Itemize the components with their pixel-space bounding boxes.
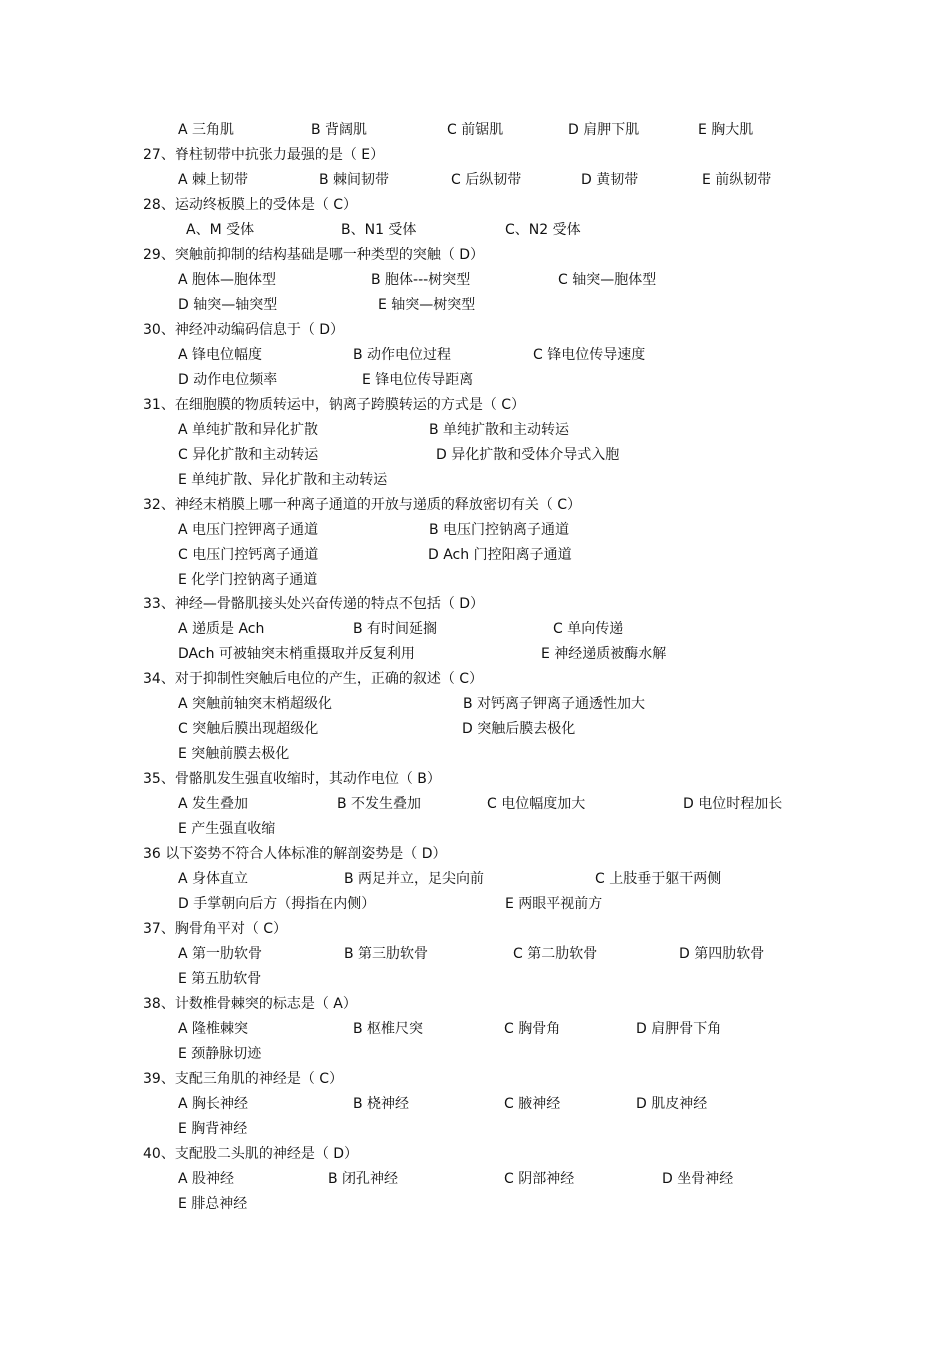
option-text: D 黄韧带 xyxy=(581,171,639,188)
option-text: A 第一肋软骨 xyxy=(178,946,263,962)
question-text: 31、在细胞膜的物质转运中，钠离子跨膜转运的方式是（ C） xyxy=(143,396,526,413)
question-text: 40、支配股二头肌的神经是（ D） xyxy=(143,1145,359,1162)
question-line xyxy=(0,395,950,419)
option-text: D 肌皮神经 xyxy=(636,1095,708,1112)
question-text: 36 以下姿势不符合人体标准的解剖姿势是（ D） xyxy=(143,846,447,863)
question-text: 39、支配三角肌的神经是（ C） xyxy=(143,1070,344,1087)
options-line xyxy=(0,644,950,668)
option-text: B、N1 受体 xyxy=(341,221,417,238)
options-line xyxy=(0,944,950,968)
option-text: A 单纯扩散和异化扩散 xyxy=(178,421,319,438)
options-line xyxy=(0,295,950,319)
question-text: 34、对于抑制性突触后电位的产生，正确的叙述（ C） xyxy=(143,671,484,688)
option-text: B 枢椎尺突 xyxy=(353,1020,424,1037)
option-text: C 前锯肌 xyxy=(447,122,504,138)
question-text: 38、计数椎骨棘突的标志是（ A） xyxy=(143,995,357,1012)
options-line xyxy=(0,619,950,643)
option-text: B 对钙离子钾离子通透性加大 xyxy=(463,696,646,713)
option-text: B 单纯扩散和主动转运 xyxy=(429,421,570,438)
option-text: D 动作电位频率 xyxy=(178,371,278,388)
question-text: 27、脊柱韧带中抗张力最强的是（ E） xyxy=(143,147,385,163)
option-text: E 产生强直收缩 xyxy=(178,821,276,838)
option-text: E 轴突—树突型 xyxy=(378,296,476,313)
question-line xyxy=(0,1069,950,1093)
option-text: C 电位幅度加大 xyxy=(487,796,586,813)
option-text: E 单纯扩散、异化扩散和主动转运 xyxy=(178,471,388,488)
option-text: D 第四肋软骨 xyxy=(679,946,765,962)
options-line xyxy=(0,370,950,394)
option-text: C 胸骨角 xyxy=(504,1020,561,1037)
option-text: D 肩胛下肌 xyxy=(568,122,640,138)
options-line xyxy=(0,1019,950,1043)
options-line xyxy=(0,1194,950,1218)
option-text: A 突触前轴突末梢超级化 xyxy=(178,696,333,713)
question-line xyxy=(0,669,950,693)
question-line xyxy=(0,769,950,793)
question-text: 28、运动终板膜上的受体是（ C） xyxy=(143,196,358,213)
option-text: E 胸背神经 xyxy=(178,1120,248,1137)
option-text: A 电压门控钾离子通道 xyxy=(178,521,319,538)
option-text: B 棘间韧带 xyxy=(319,171,390,188)
option-text: C 单向传递 xyxy=(553,621,624,638)
option-text: E 腓总神经 xyxy=(178,1195,248,1212)
option-text: D 异化扩散和受体介导式入胞 xyxy=(436,446,620,463)
option-text: C 轴突—胞体型 xyxy=(558,271,657,288)
options-line xyxy=(0,170,950,194)
option-text: A 胸长神经 xyxy=(178,1095,249,1112)
option-text: B 动作电位过程 xyxy=(353,346,452,363)
option-text: B 有时间延搁 xyxy=(353,621,438,638)
option-text: DAch 可被轴突末梢重摄取并反复利用 xyxy=(178,646,415,663)
question-line xyxy=(0,195,950,219)
option-text: E 神经递质被酶水解 xyxy=(541,646,667,663)
options-line xyxy=(0,570,950,594)
option-text: D 电位时程加长 xyxy=(683,796,783,813)
option-text: B 电压门控钠离子通道 xyxy=(429,521,570,538)
question-line xyxy=(0,495,950,519)
options-line xyxy=(0,794,950,818)
options-line xyxy=(0,445,950,469)
question-line xyxy=(0,919,950,943)
option-text: C 突触后膜出现超级化 xyxy=(178,721,319,738)
option-text: B 背阔肌 xyxy=(311,122,368,138)
question-text: 35、骨骼肌发生强直收缩时，其动作电位（ B） xyxy=(143,771,441,788)
option-text: C 第二肋软骨 xyxy=(513,946,598,962)
option-text: A 锋电位幅度 xyxy=(178,346,263,363)
option-text: C 后纵韧带 xyxy=(451,171,522,188)
option-text: B 胞体---树突型 xyxy=(371,271,471,288)
question-line xyxy=(0,844,950,868)
option-text: B 桡神经 xyxy=(353,1095,410,1112)
question-line xyxy=(0,245,950,269)
option-text: B 闭孔神经 xyxy=(328,1170,399,1187)
option-text: A 股神经 xyxy=(178,1170,235,1187)
option-text: B 两足并立，足尖向前 xyxy=(344,871,485,888)
options-line xyxy=(0,545,950,569)
option-text: C 上肢垂于躯干两侧 xyxy=(595,871,722,888)
option-text: B 不发生叠加 xyxy=(337,796,422,813)
options-line xyxy=(0,719,950,743)
options-line xyxy=(0,270,950,294)
option-text: E 两眼平视前方 xyxy=(505,896,603,913)
question-text: 33、神经—骨骼肌接头处兴奋传递的特点不包括（ D） xyxy=(143,596,485,613)
option-text: D 轴突—轴突型 xyxy=(178,296,278,313)
options-line xyxy=(0,819,950,843)
options-line xyxy=(0,220,950,244)
options-line xyxy=(0,120,950,144)
question-text: 37、胸骨角平对（ C） xyxy=(143,921,288,937)
option-text: A、M 受体 xyxy=(186,221,255,238)
option-text: A 身体直立 xyxy=(178,871,249,888)
options-line xyxy=(0,345,950,369)
options-line xyxy=(0,894,950,918)
option-text: E 第五肋软骨 xyxy=(178,971,262,987)
options-line xyxy=(0,1119,950,1143)
question-line xyxy=(0,594,950,618)
question-line xyxy=(0,320,950,344)
option-text: A 三角肌 xyxy=(178,122,235,138)
option-text: D 突触后膜去极化 xyxy=(462,721,576,738)
option-text: E 锋电位传导距离 xyxy=(362,371,474,388)
question-line xyxy=(0,1144,950,1168)
option-text: E 化学门控钠离子通道 xyxy=(178,571,318,588)
option-text: D 手掌朝向后方（拇指在内侧） xyxy=(178,896,376,913)
option-text: A 隆椎棘突 xyxy=(178,1020,249,1037)
options-line xyxy=(0,969,950,993)
option-text: D 肩胛骨下角 xyxy=(636,1020,722,1037)
option-text: E 颈静脉切迹 xyxy=(178,1045,262,1062)
question-line xyxy=(0,145,950,169)
option-text: C 电压门控钙离子通道 xyxy=(178,546,319,563)
options-line xyxy=(0,744,950,768)
options-line xyxy=(0,869,950,893)
option-text: D 坐骨神经 xyxy=(662,1170,734,1187)
question-line xyxy=(0,994,950,1018)
question-text: 30、神经冲动编码信息于（ D） xyxy=(143,321,345,338)
option-text: A 棘上韧带 xyxy=(178,171,249,188)
option-text: A 胞体—胞体型 xyxy=(178,271,277,288)
options-line xyxy=(0,520,950,544)
options-line xyxy=(0,1094,950,1118)
option-text: C 阴部神经 xyxy=(504,1170,575,1187)
option-text: E 前纵韧带 xyxy=(702,171,772,188)
option-text: A 发生叠加 xyxy=(178,796,249,813)
option-text: C 异化扩散和主动转运 xyxy=(178,446,319,463)
options-line xyxy=(0,1169,950,1193)
option-text: E 胸大肌 xyxy=(698,122,754,138)
question-text: 29、突触前抑制的结构基础是哪一种类型的突触（ D） xyxy=(143,246,485,263)
options-line xyxy=(0,1044,950,1068)
option-text: C 腋神经 xyxy=(504,1095,561,1112)
option-text: C 锋电位传导速度 xyxy=(533,346,646,363)
options-line xyxy=(0,470,950,494)
option-text: A 递质是 Ach xyxy=(178,621,265,638)
options-line xyxy=(0,694,950,718)
option-text: C、N2 受体 xyxy=(505,221,581,238)
options-line xyxy=(0,420,950,444)
option-text: B 第三肋软骨 xyxy=(344,946,429,962)
option-text: D Ach 门控阳离子通道 xyxy=(428,546,572,563)
question-text: 32、神经末梢膜上哪一种离子通道的开放与递质的释放密切有关（ C） xyxy=(143,496,582,513)
option-text: E 突触前膜去极化 xyxy=(178,746,290,763)
